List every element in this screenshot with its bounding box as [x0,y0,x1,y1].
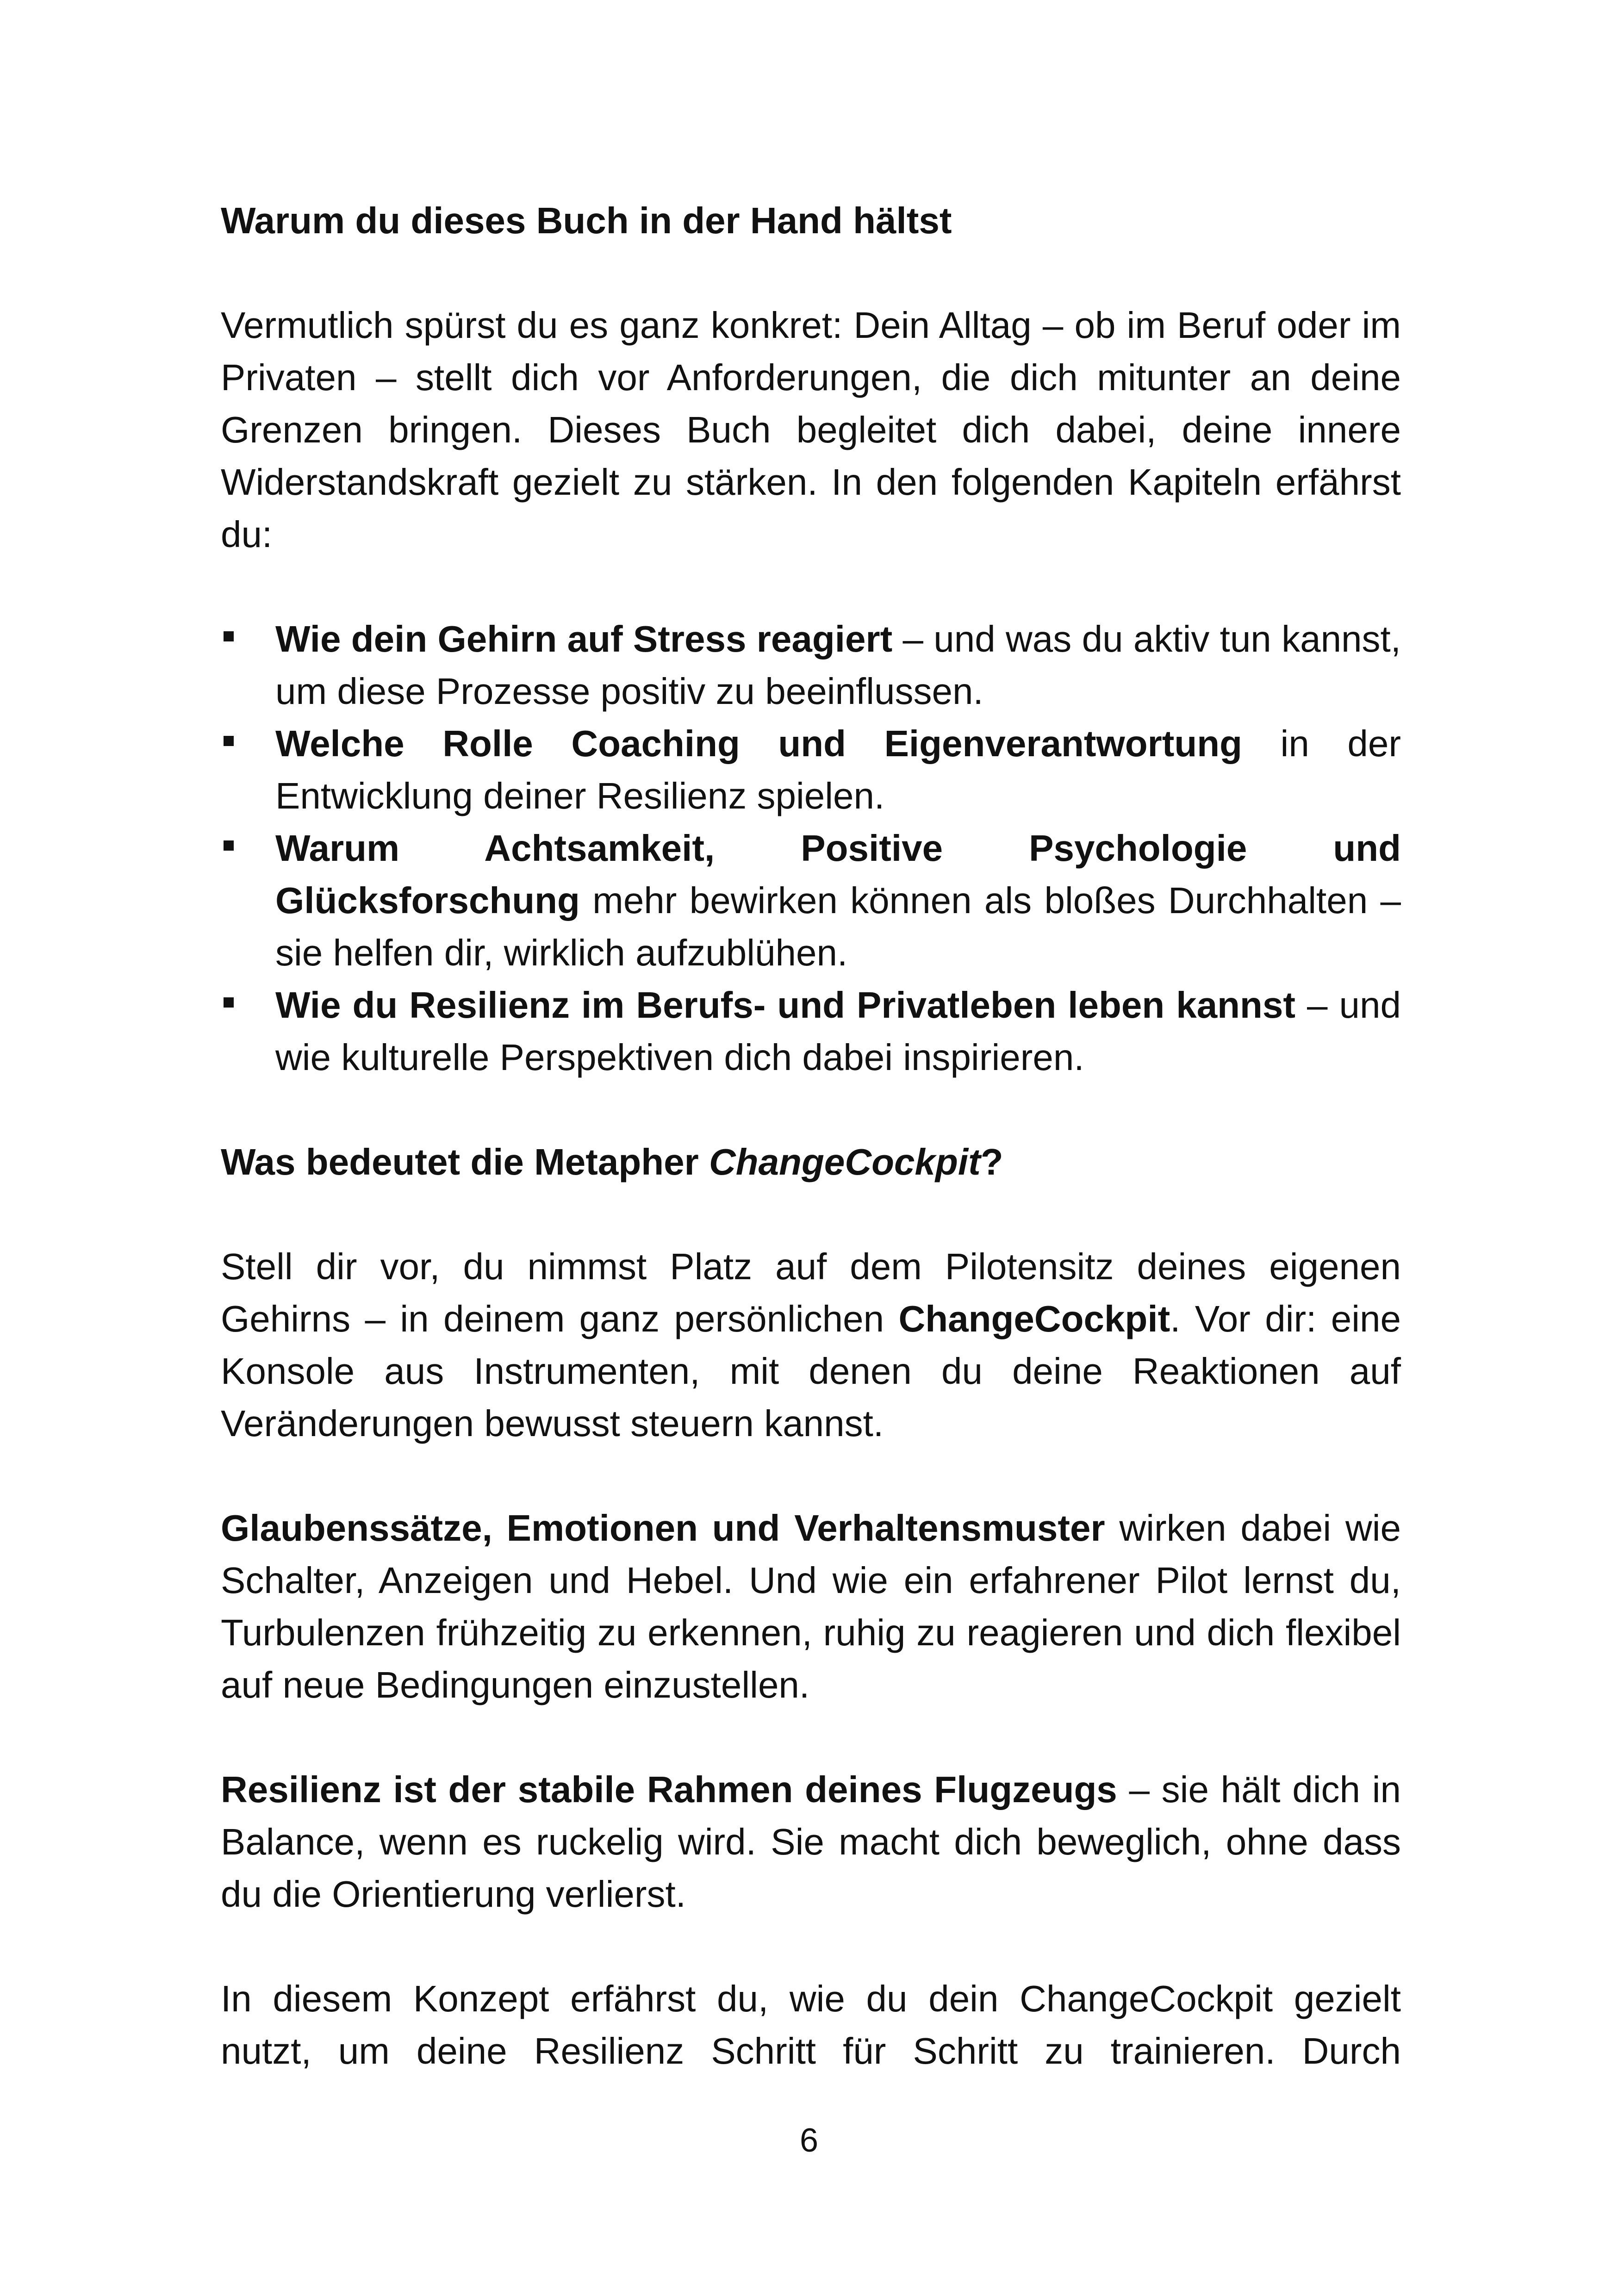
heading-suffix: ? [980,1141,1003,1182]
list-item [221,613,1401,717]
document-page [221,194,1401,2077]
list-item [221,822,1401,979]
section-heading-metaphor [221,1136,1401,1188]
list-item-bold: Wie dein Gehirn auf Stress reagiert [275,618,893,660]
heading-italic: ChangeCockpit [709,1141,981,1182]
paragraph-text: . Vor dir: eine Konsole aus Instrumenten, mit denen du deine Reaktionen auf Veränderungen bewusst steuern kannst. [221,1298,1401,1444]
square-bullet-icon [224,736,234,746]
list-item-bold: Wie du Resilienz im Berufs- und Privatleben leben kannst [275,984,1296,1026]
paragraph-bold: ChangeCockpit [898,1298,1170,1339]
paragraph-text: wirken dabei wie Schalter, Anzeigen und Hebel. Und wie ein erfahrener Pilot lernst du, Turbulenzen frühzeitig zu erkennen, ruhig zu reagieren und dich flexibel auf neue Bedingungen einzustellen. [221,1507,1401,1705]
list-item [221,979,1401,1083]
list-item [221,717,1401,822]
list-item-text: in der Entwicklung deiner Resilienz spielen. [275,723,1401,816]
list-item-text: – und was du aktiv tun kannst, um diese Prozesse positiv zu beeinflussen. [275,618,1401,712]
paragraph-bold: Resilienz ist der stabile Rahmen deines Flugzeugs [221,1769,1117,1810]
list-item-text: mehr bewirken können als bloßes Durchhalten – sie helfen dir, wirklich aufzublühen. [275,880,1401,973]
intro-paragraph: Vermutlich spürst du es ganz konkret: Dein Alltag – ob im Beruf oder im Privaten – stellt dich vor Anforderungen, die dich mitunter an deine Grenzen bringen. Dieses Buch begleitet dich dabei, deine innere Widerstandskraft gezielt zu stärken. In den folgenden Kapiteln erfährst du: [221,305,1401,555]
resilience-paragraph [221,1763,1401,1920]
concept-paragraph: In diesem Konzept erfährst du, wie du dein ChangeCockpit gezielt nutzt, um deine Resilienz Schritt für Schritt zu trainieren. Durch [221,1978,1401,2072]
heading-text: Warum du dieses Buch in der Hand hältst [221,200,952,241]
cockpit-paragraph [221,1240,1401,1450]
heading-prefix: Was bedeutet die Metapher [221,1141,709,1182]
paragraph-text: – sie hält dich in Balance, wenn es ruckelig wird. Sie macht dich beweglich, ohne dass du die Orientierung verlierst. [221,1769,1401,1915]
chapter-list [221,613,1401,1083]
list-item-text: – und wie kulturelle Perspektiven dich dabei inspirieren. [275,984,1401,1078]
list-item-bold: Warum Achtsamkeit, Positive Psychologie und Glücksforschung [275,828,1401,921]
square-bullet-icon [224,631,234,641]
beliefs-paragraph [221,1502,1401,1711]
paragraph-text: Stell dir vor, du nimmst Platz auf dem Pilotensitz deines eigenen Gehirns – in deinem ganz persönlichen [221,1246,1401,1339]
square-bullet-icon [224,997,234,1008]
list-item-bold: Welche Rolle Coaching und Eigenverantwortung [275,723,1242,764]
section-heading-why [221,194,1401,247]
paragraph-bold: Glaubenssätze, Emotionen und Verhaltensmuster [221,1507,1105,1549]
square-bullet-icon [224,840,234,851]
page-number: 6 [799,2122,819,2159]
